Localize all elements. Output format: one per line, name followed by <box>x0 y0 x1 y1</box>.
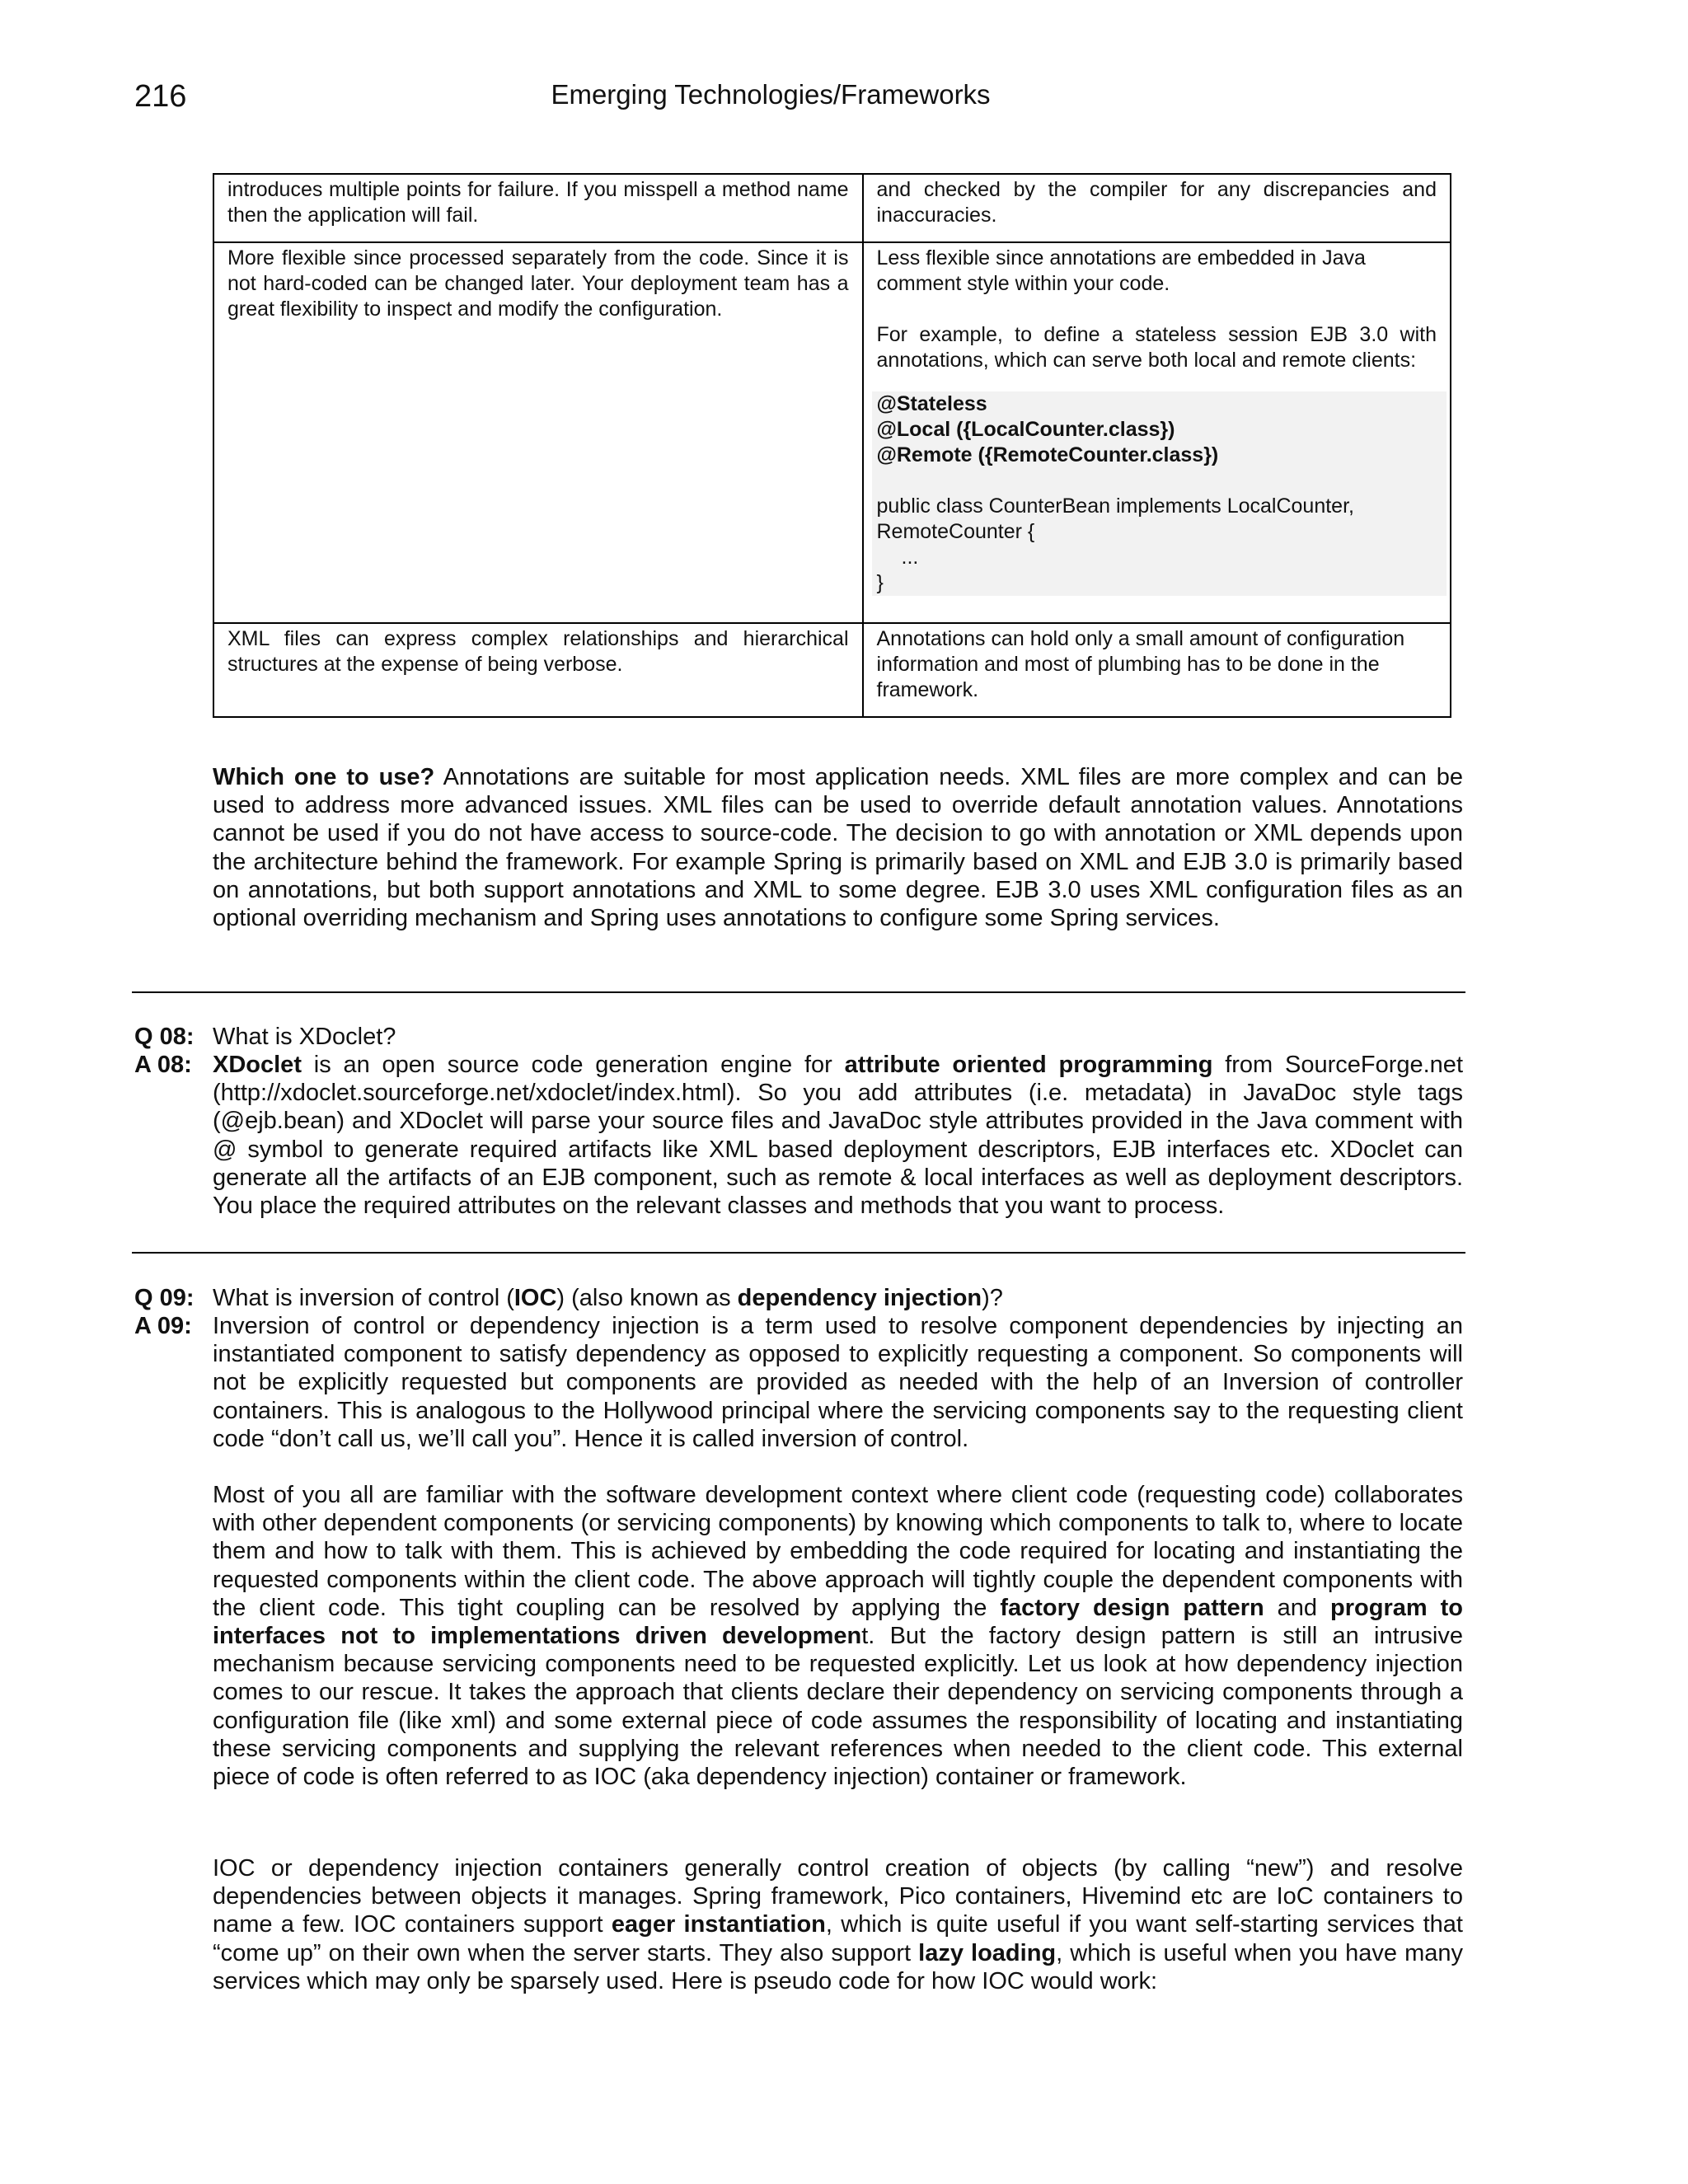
term-eager-instantiation: eager instantiation <box>611 1911 826 1938</box>
answer-label: A 08: <box>134 1052 192 1078</box>
term-xdoclet: XDoclet <box>213 1052 302 1078</box>
running-head: Emerging Technologies/Frameworks <box>551 79 991 110</box>
question-text-part: ) (also known as <box>556 1285 738 1311</box>
code-line: ... <box>901 546 919 569</box>
answer-text-part: Most of you all are familiar with the software development context where client code (requesting code) collaborates with other dependent components (or servicing components) by knowing which components to talk to, where to locate them and how to talk with them. This is achieved by embedding the code required for locating and instantiating the requested components within the client code. The above approach will tightly couple the dependent components with the client code. This tight coupling can be resolved by applying the <box>213 1482 1463 1621</box>
code-sample <box>872 391 1447 596</box>
answer-label: A 09: <box>134 1313 192 1339</box>
answer-text-part: is an open source code generation engine for <box>301 1052 845 1078</box>
question-label: Q 08: <box>134 1024 195 1050</box>
term-ioc: IOC <box>513 1285 557 1311</box>
cell-paragraph: For example, to define a stateless session EJB 3.0 with annotations, which can serve both local and remote clients: <box>876 323 1437 372</box>
question-text-part: )? <box>982 1285 1003 1311</box>
answer-text-part: , which is useful when you have many services which may only be sparsely used. Here is pseudo code for how IOC would work: <box>213 1939 1463 1994</box>
term-dependency-injection: dependency injection <box>737 1285 982 1311</box>
which-one-lead: Which one to use? <box>213 764 435 790</box>
cell-paragraph: Less flexible since annotations are embedded in Java comment style within your code. <box>876 246 1366 295</box>
table-row <box>213 242 1451 623</box>
answer-text-part: IOC or dependency injection containers generally control creation of objects (by calling “new”) and resolve dependencies between objects it manages. Spring framework, Pico containers, Hivemind etc are IoC containers to name a few. IOC containers support <box>213 1855 1463 1938</box>
answer-paragraph-1: Inversion of control or dependency injection is a term used to resolve component dependencies by injecting an instantiated component to satisfy dependency as opposed to explicitly requesting a component. So components will not be explicitly requested but components are provided as needed with the help of an Inversion of controller containers. This is analogous to the Hollywood principal where the servicing components say to the requesting client code “don’t call us, we’ll call you”. Hence it is called inversion of control. <box>213 1313 1463 1452</box>
code-annotation-line: @Remote ({RemoteCounter.class}) <box>876 443 1219 466</box>
answer-text <box>213 1051 1463 1220</box>
code-line: RemoteCounter { <box>876 520 1035 543</box>
answer-text-part: , which is quite useful if you want self-starting services that “come up” on their own when the server starts. They also support <box>213 1911 1463 1966</box>
table-cell-xml: More flexible since processed separately from the code. Since it is not hard-coded can be changed later. Your deployment team has a great flexibility to inspect and modify the configuration. <box>213 242 863 623</box>
term-attribute-oriented: attribute oriented programming <box>844 1052 1213 1078</box>
code-annotation-line: @Local ({LocalCounter.class}) <box>876 418 1175 441</box>
which-one-text: Annotations are suitable for most application needs. XML files are more complex and can be used to address more advanced issues. XML files can be used to override default annotation values. Annotations cannot be used if you do not have access to source-code. The decision to go with annotation or XML depends upon the architecture behind the framework. For example Spring is primarily based on XML and EJB 3.0 is primarily based on annotations, but both support annotations and XML to some degree. EJB 3.0 uses XML configuration files as an optional overriding mechanism and Spring uses annotations to configure some Spring services. <box>213 764 1463 932</box>
comparison-table <box>213 173 1451 718</box>
code-line: public class CounterBean implements LocalCounter, <box>876 494 1354 518</box>
question-text-part: What is inversion of control ( <box>213 1285 514 1311</box>
section-divider <box>132 991 1465 993</box>
which-one-paragraph <box>213 763 1463 932</box>
answer-text-part: and <box>1264 1594 1331 1621</box>
table-cell-annotations: and checked by the compiler for any discrepancies and inaccuracies. <box>863 174 1451 242</box>
table-cell-xml: introduces multiple points for failure. If you misspell a method name then the application will fail. <box>213 174 863 242</box>
page-number: 216 <box>134 79 187 114</box>
table-row <box>213 174 1451 242</box>
question-text: What is XDoclet? <box>213 1024 396 1050</box>
answer-paragraph-3 <box>213 1854 1463 1995</box>
code-annotation-line: @Stateless <box>876 392 987 415</box>
table-cell-annotations: Annotations can hold only a small amount of configuration information and most of plumbing has to be done in the framework. <box>863 623 1451 717</box>
section-divider <box>132 1252 1465 1254</box>
question-label: Q 09: <box>134 1285 195 1311</box>
answer-paragraph-2 <box>213 1481 1463 1791</box>
answer-text-part: from SourceForge.net (http://xdoclet.sourceforge.net/xdoclet/index.html). So you add attributes (i.e. metadata) in JavaDoc style tags (@ejb.bean) and XDoclet will parse your source files and JavaDoc style attributes provided in the Java comment with @ symbol to generate required artifacts like XML based deployment descriptors, EJB interfaces etc. XDoclet can generate all the artifacts of an EJB component, such as remote & local interfaces as well as deployment descriptors. You place the required attributes on the relevant classes and methods that you want to process. <box>213 1052 1463 1220</box>
term-program-to-interfaces: program to interfaces not to implementations driven developmen <box>213 1594 1464 1650</box>
question-text <box>213 1284 1463 1312</box>
answer-text-part: t. But the factory design pattern is still an intrusive mechanism because servicing components need to be requested explicitly. Let us look at how dependency injection comes to our rescue. It takes the approach that clients declare their dependency on servicing components through a configuration file (like xml) and some external piece of code assumes the responsibility of locating and instantiating these servicing components and supplying the relevant references when needed to the client code. This external piece of code is often referred to as IOC (aka dependency injection) container or framework. <box>213 1623 1463 1791</box>
table-cell-annotations <box>863 242 1451 623</box>
term-lazy-loading: lazy loading <box>918 1939 1057 1966</box>
code-line: } <box>876 571 884 594</box>
table-cell-xml: XML files can express complex relationships and hierarchical structures at the expense of being verbose. <box>213 623 863 717</box>
table-row <box>213 623 1451 717</box>
term-factory-design-pattern: factory design pattern <box>1000 1594 1264 1621</box>
